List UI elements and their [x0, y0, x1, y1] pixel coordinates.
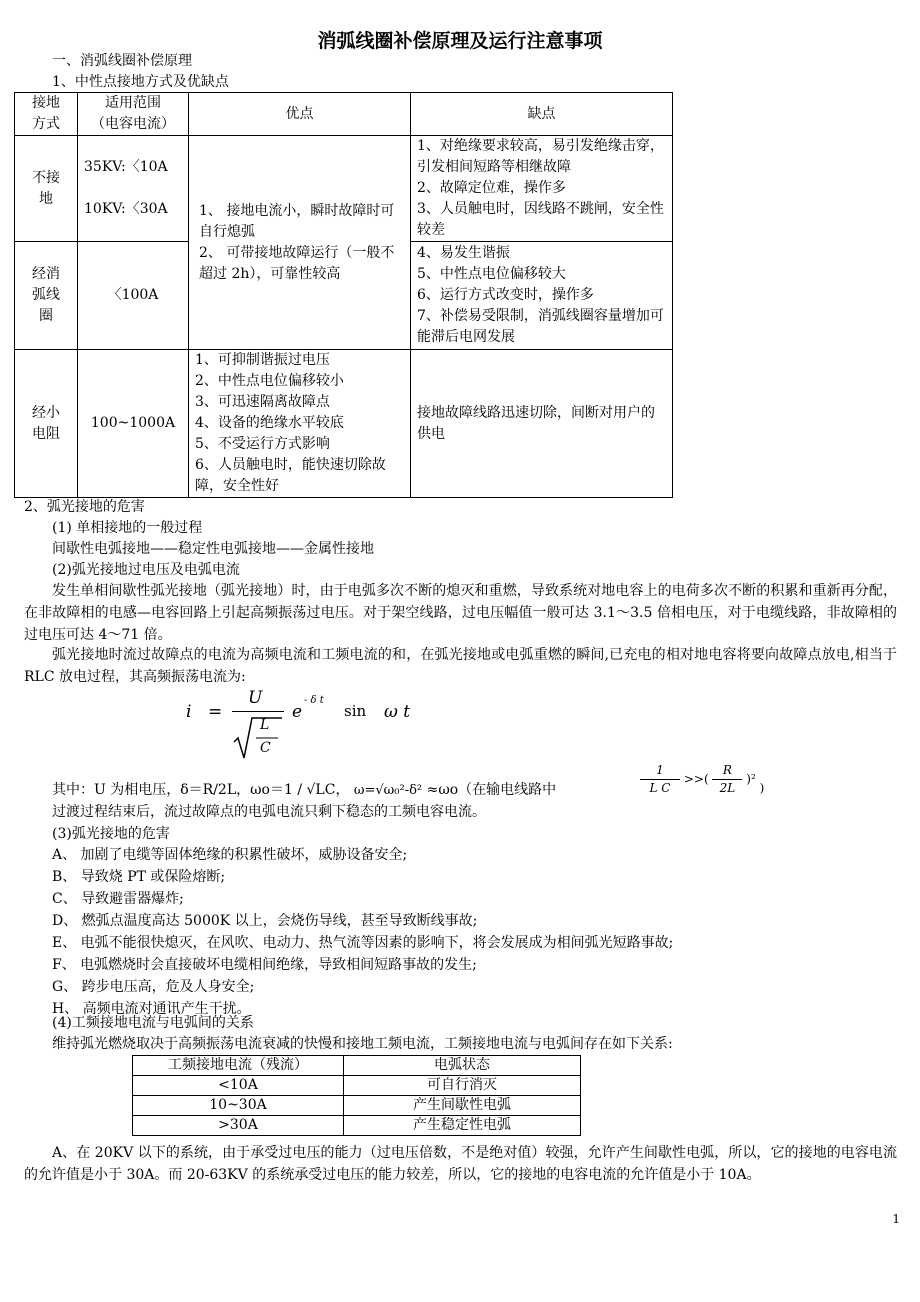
table-cell: 〈100A: [78, 242, 189, 350]
paragraph: 弧光接地时流过故障点的电流为高频电流和工频电流的和，在弧光接地或电弧重燃的瞬间,已充电的相对地电容将要向故障点放电,相当于 RLC 放电过程，其高频振荡电流为:: [24, 647, 897, 685]
table-cell: 1、对绝缘要求较高，易引发绝缘击穿，引发相间短路等相继故障 2、故障定位难，操作多 3、人员触电时，因线路不跳闸，安全性较差: [411, 136, 673, 242]
formula-symbol: >>(: [683, 772, 709, 786]
table-row: [133, 1076, 581, 1096]
table-cell: 4、易发生谐振 5、中性点电位偏移较大 6、运行方式改变时，操作多 7、补偿易受限制，消弧线圈容量增加可能滞后电网发展: [411, 242, 673, 350]
subsection-heading: (2)弧光接地过电压及电弧电流: [52, 562, 240, 578]
body-text: ≈ωo（在输电线路中: [426, 782, 557, 798]
list-item: F、 电弧燃烧时会直接破坏电缆相间绝缘，导致相间短路事故的发生;: [52, 957, 477, 973]
table-cell: >30A: [133, 1116, 344, 1136]
arc-current-table: [132, 1055, 581, 1136]
table-header: 适用范围 （电容电流）: [78, 93, 189, 136]
subsection-heading: (4)工频接地电流与电弧间的关系: [52, 1015, 254, 1031]
formula-symbol: =: [208, 702, 223, 722]
table-cell: 不接 地: [15, 136, 78, 242]
table-cell: 100~1000A: [78, 350, 189, 498]
table-cell: <10A: [133, 1076, 344, 1096]
body-text: 过渡过程结束后，流过故障点的电弧电流只剩下稳态的工频电容电流。: [52, 804, 486, 820]
formula-symbol: 2L: [719, 781, 736, 795]
formula-symbol: L: [260, 717, 270, 733]
grounding-methods-table: [14, 92, 673, 498]
table-cell: 1、可抑制谐振过电压 2、中性点电位偏移较小 3、可迅速隔离故障点 4、设备的绝缘水平较底 5、不受运行方式影响 6、人员触电时，能快速切除故障，安全性好: [189, 350, 411, 498]
formula-symbol: e: [292, 702, 303, 722]
current-formula: [186, 688, 446, 762]
table-cell: 接地故障线路迅速切除，间断对用户的供电: [411, 350, 673, 498]
formula-symbol: i: [186, 702, 192, 722]
list-item: E、 电弧不能很快熄灭，在风吹、电动力、热气流等因素的影响下，将会发展成为相间弧光短路事故;: [52, 935, 674, 951]
table-cell: 产生间歇性电弧: [344, 1096, 581, 1116]
body-text: 维持弧光燃烧取决于高频振荡电流衰减的快慢和接地工频电流，工频接地电流与电弧间存在如下关系:: [52, 1036, 673, 1052]
section-heading: 一、消弧线圈补偿原理: [52, 53, 192, 69]
list-item: G、 跨步电压高，危及人身安全;: [52, 979, 255, 995]
fraction-bar: [232, 711, 284, 712]
table-header: 电弧状态: [344, 1056, 581, 1076]
subsection-heading: (3)弧光接地的危害: [52, 826, 170, 842]
formula-symbol: L C: [649, 781, 671, 795]
body-text: 间歇性电弧接地——稳定性电弧接地——金属性接地: [52, 541, 374, 557]
table-cell: 经小 电阻: [15, 350, 78, 498]
table-row: [133, 1096, 581, 1116]
formula-symbol: )²: [746, 772, 756, 786]
omega-formula: ω=√ω₀²-δ²: [353, 783, 423, 798]
list-item: H、 高频电流对通讯产生干扰。: [52, 1001, 251, 1017]
paragraph: 发生单相间歇性弧光接地（弧光接地）时，由于电弧多次不断的熄灭和重燃，导致系统对地电容上的电荷多次不断的积累和重新再分配，在非故障相的电感—电容回路上引起高频振荡过电压。对于架空线路，过电压幅值一般可达 3.1～3.5 倍相电压，对于电缆线路，非故障相的过电压可达 4～71 倍。: [24, 583, 897, 643]
table-cell: 10~30A: [133, 1096, 344, 1116]
formula-symbol: U: [248, 688, 263, 708]
table-cell: 1、 接地电流小，瞬时故障时可自行熄弧 2、 可带接地故障运行（一般不超过 2h），可靠性较高: [189, 136, 411, 350]
table-header: 工频接地电流（残流）: [133, 1056, 344, 1076]
formula-symbol: C: [260, 740, 271, 756]
sqrt-sign-icon: [232, 714, 284, 760]
list-item: D、 燃弧点温度高达 5000K 以上，会烧伤导线，甚至导致断线事故;: [52, 913, 478, 929]
table-header: 优点: [189, 93, 411, 136]
formula-symbol: 1: [640, 762, 680, 780]
paragraph: A、在 20KV 以下的系统，由于承受过电压的能力（过电压倍数，不是绝对值）较强，允许产生间歇性电弧，所以，它的接地的电容电流的允许值是小于 30A。而 20-63KV 的系统承受过电压的能力较差，所以，它的接地的电容电流的允许值是小于 10A。: [24, 1145, 897, 1183]
table-row: [133, 1116, 581, 1136]
ratio-formula: [640, 762, 764, 797]
page-title: 消弧线圈补偿原理及运行注意事项: [317, 30, 603, 52]
section-heading: 2、弧光接地的危害: [24, 499, 145, 515]
table-header: 接地 方式: [15, 93, 78, 136]
table-cell: 可自行消灭: [344, 1076, 581, 1096]
formula-symbol: sin: [344, 702, 367, 720]
formula-symbol: ω t: [384, 702, 411, 722]
formula-symbol: ): [759, 781, 765, 795]
list-item: B、 导致烧 PT 或保险熔断;: [52, 869, 226, 885]
body-text: 其中：U 为相电压，δ＝R/2L，ωo＝1 / √LC，: [52, 782, 350, 798]
formula-symbol: - δ t: [304, 695, 324, 706]
subsection-heading: 1、中性点接地方式及优缺点: [52, 74, 229, 90]
list-item: C、 导致避雷器爆炸;: [52, 891, 184, 907]
table-cell: 产生稳定性电弧: [344, 1116, 581, 1136]
subsection-heading: (1) 单相接地的一般过程: [52, 520, 203, 536]
formula-symbol: R: [712, 762, 742, 780]
list-item: A、 加剧了电缆等固体绝缘的积累性破坏，威胁设备安全;: [52, 847, 408, 863]
table-header: 缺点: [411, 93, 673, 136]
page-number: 1: [892, 1212, 900, 1226]
where-line: [52, 780, 556, 801]
table-cell: 经消 弧线 圈: [15, 242, 78, 350]
table-cell: 35KV:〈10A 10KV:〈30A: [78, 136, 189, 242]
